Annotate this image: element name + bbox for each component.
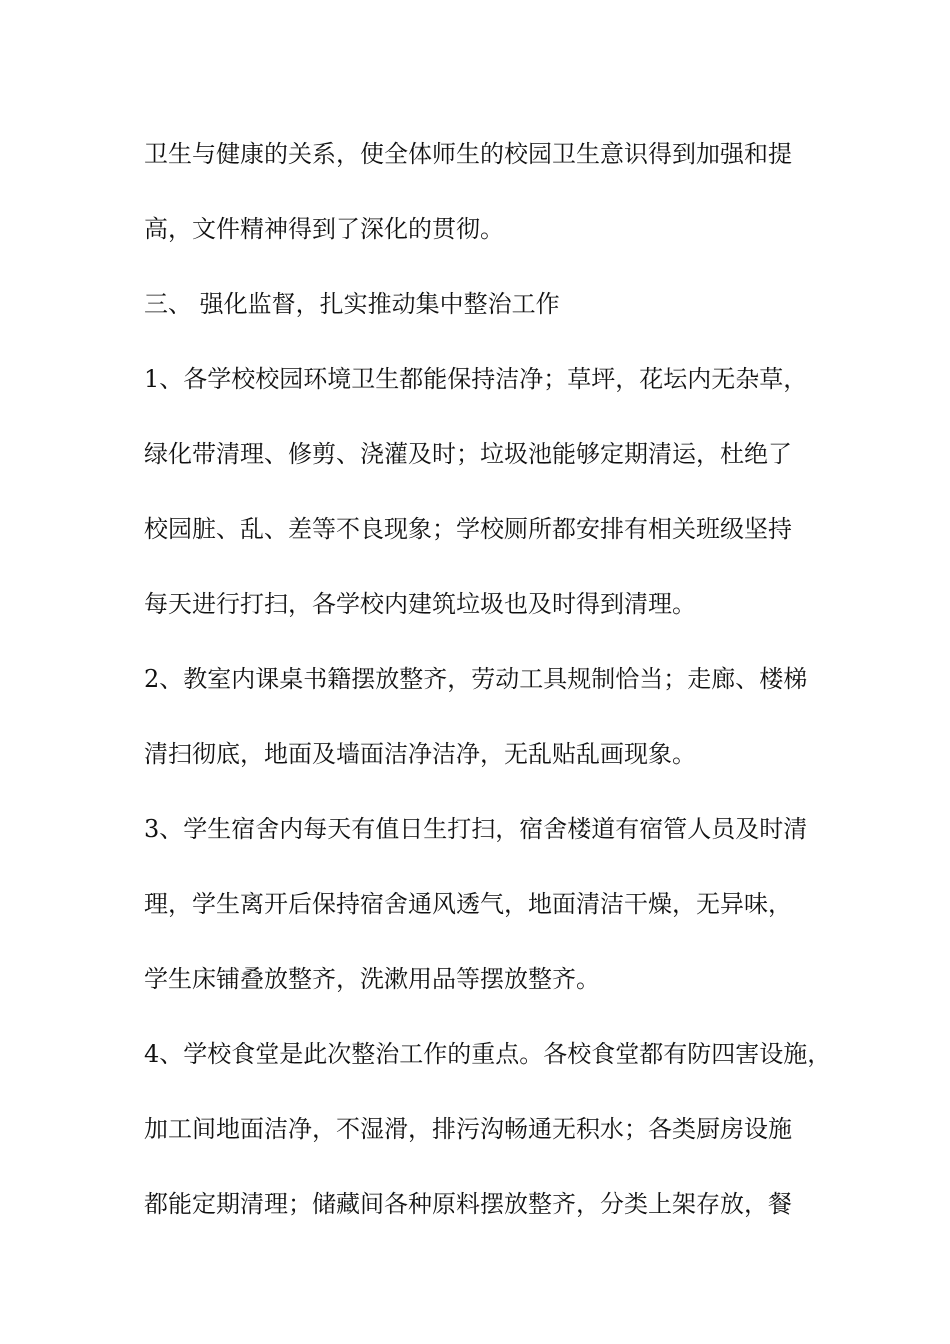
section-heading: 三、 强化监督，扎实推动集中整治工作 xyxy=(144,290,560,318)
text-line: 3、学生宿舍内每天有值日生打扫，宿舍楼道有宿管人员及时清 xyxy=(144,815,808,843)
text-line: 理，学生离开后保持宿舍通风透气，地面清洁干燥，无异味， xyxy=(144,890,792,918)
text-line: 卫生与健康的关系，使全体师生的校园卫生意识得到加强和提 xyxy=(144,140,792,168)
text-line: 学生床铺叠放整齐，洗漱用品等摆放整齐。 xyxy=(144,965,600,993)
text-line: 1、各学校校园环境卫生都能保持洁净；草坪，花坛内无杂草， xyxy=(144,365,808,393)
text-line: 高，文件精神得到了深化的贯彻。 xyxy=(144,215,504,243)
text-line: 2、教室内课桌书籍摆放整齐，劳动工具规制恰当；走廊、楼梯 xyxy=(144,665,808,693)
text-line: 绿化带清理、修剪、浇灌及时；垃圾池能够定期清运，杜绝了 xyxy=(144,440,792,468)
text-line: 加工间地面洁净，不湿滑，排污沟畅通无积水；各类厨房设施 xyxy=(144,1115,792,1143)
text-line: 清扫彻底，地面及墙面洁净洁净，无乱贴乱画现象。 xyxy=(144,740,696,768)
text-line: 校园脏、乱、差等不良现象；学校厕所都安排有相关班级坚持 xyxy=(144,515,792,543)
text-line: 都能定期清理；储藏间各种原料摆放整齐，分类上架存放，餐 xyxy=(144,1190,792,1218)
text-line: 每天进行打扫，各学校内建筑垃圾也及时得到清理。 xyxy=(144,590,696,618)
text-line: 4、学校食堂是此次整治工作的重点。各校食堂都有防四害设施， xyxy=(144,1040,832,1068)
